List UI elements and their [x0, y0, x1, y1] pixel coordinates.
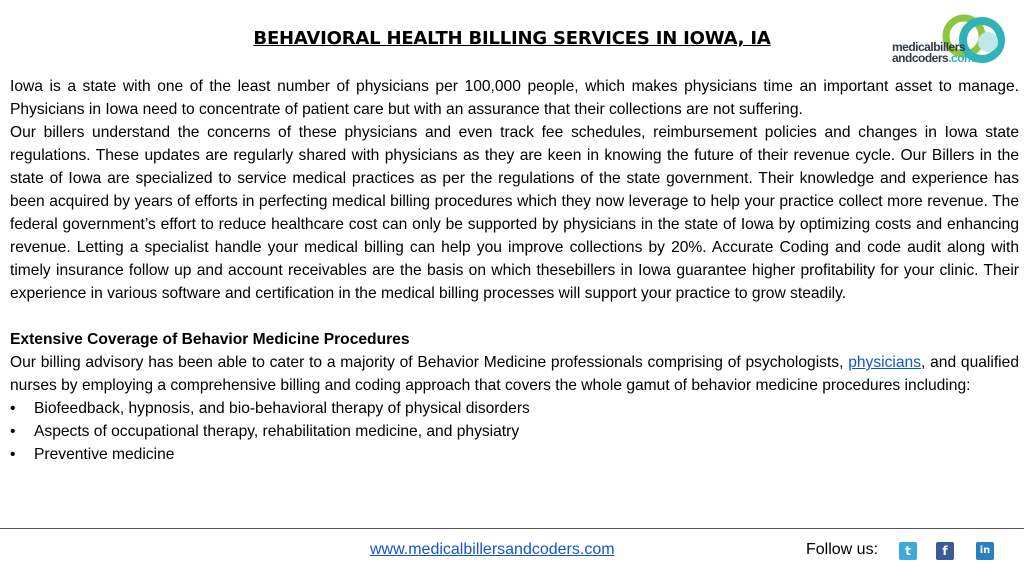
- bullet-icon: •: [10, 423, 16, 440]
- list-item: [10, 397, 1019, 420]
- list-item-text: Aspects of occupational therapy, rehabilitation medicine, and physiatry: [34, 423, 520, 440]
- follow-us-label: Follow us:: [806, 541, 879, 558]
- physicians-link[interactable]: physicians: [848, 354, 922, 371]
- logo-line-1: medicalbillers: [892, 40, 966, 54]
- facebook-icon[interactable]: f: [936, 542, 954, 560]
- section-intro-continued: , and qualified nurses by employing a comprehensive billing and coding approach that covers the whole gamut of behavior medicine procedures including:: [10, 354, 1019, 394]
- list-item-text: Preventive medicine: [34, 446, 175, 463]
- bullet-icon: •: [10, 446, 16, 463]
- logo-suffix: .com: [948, 51, 975, 65]
- footer-divider: [0, 528, 1024, 529]
- logo-line-2: andcoders: [892, 51, 949, 65]
- paragraph-intro: Iowa is a state with one of the least number of physicians per 100,000 people, which makes physicians time an important asset to manage. Physicians in Iowa need to concentrate of patient care but with an assurance that their collections are not suffering.: [10, 78, 1019, 118]
- paragraph-billers: Our billers understand the concerns of these physicians and even track fee schedules, reimbursement policies and changes in Iowa state regulations. These updates are regularly shared with physicians as they are keen in knowing the future of their revenue cycle. Our Billers in the state of Iowa are specialized to service medical practices as per the regulations of the state government. Their knowledge and experience has been acquired by years of efforts in perfecting medical billing procedures which they now leverage to help your practice collect more revenue. The federal government’s effort to reduce healthcare cost can only be supported by physicians in the state of Iowa by optimizing costs and enhancing revenue. Letting a specialist handle your medical billing can help you improve collections by 20%. Accurate Coding and code audit along with timely insurance follow up and account receivables are the basis on which thesebillers in Iowa guarantee higher profitability for your clinic. Their experience in various software and certification in the medical billing processes will support your practice to grow steadily.: [10, 124, 1019, 302]
- twitter-icon[interactable]: t: [899, 542, 917, 560]
- logo-text: [892, 42, 974, 64]
- section-intro-text: Our billing advisory has been able to cater to a majority of Behavior Medicine professionals comprising of psychologists,: [10, 354, 849, 371]
- list-item: [10, 443, 1019, 466]
- list-item: [10, 420, 1019, 443]
- procedures-list: [10, 397, 1019, 466]
- list-item-text: Biofeedback, hypnosis, and bio-behavioral therapy of physical disorders: [34, 400, 530, 417]
- website-link[interactable]: www.medicalbillersandcoders.com: [370, 541, 615, 558]
- company-logo[interactable]: [890, 12, 1014, 72]
- page-title: BEHAVIORAL HEALTH BILLING SERVICES IN IOWA, IA: [253, 28, 771, 49]
- bullet-icon: •: [10, 400, 16, 417]
- section-heading: Extensive Coverage of Behavior Medicine Procedures: [10, 331, 410, 348]
- section-intro: [10, 351, 1019, 397]
- linkedin-icon[interactable]: in: [976, 542, 994, 560]
- article-body: [10, 75, 1019, 466]
